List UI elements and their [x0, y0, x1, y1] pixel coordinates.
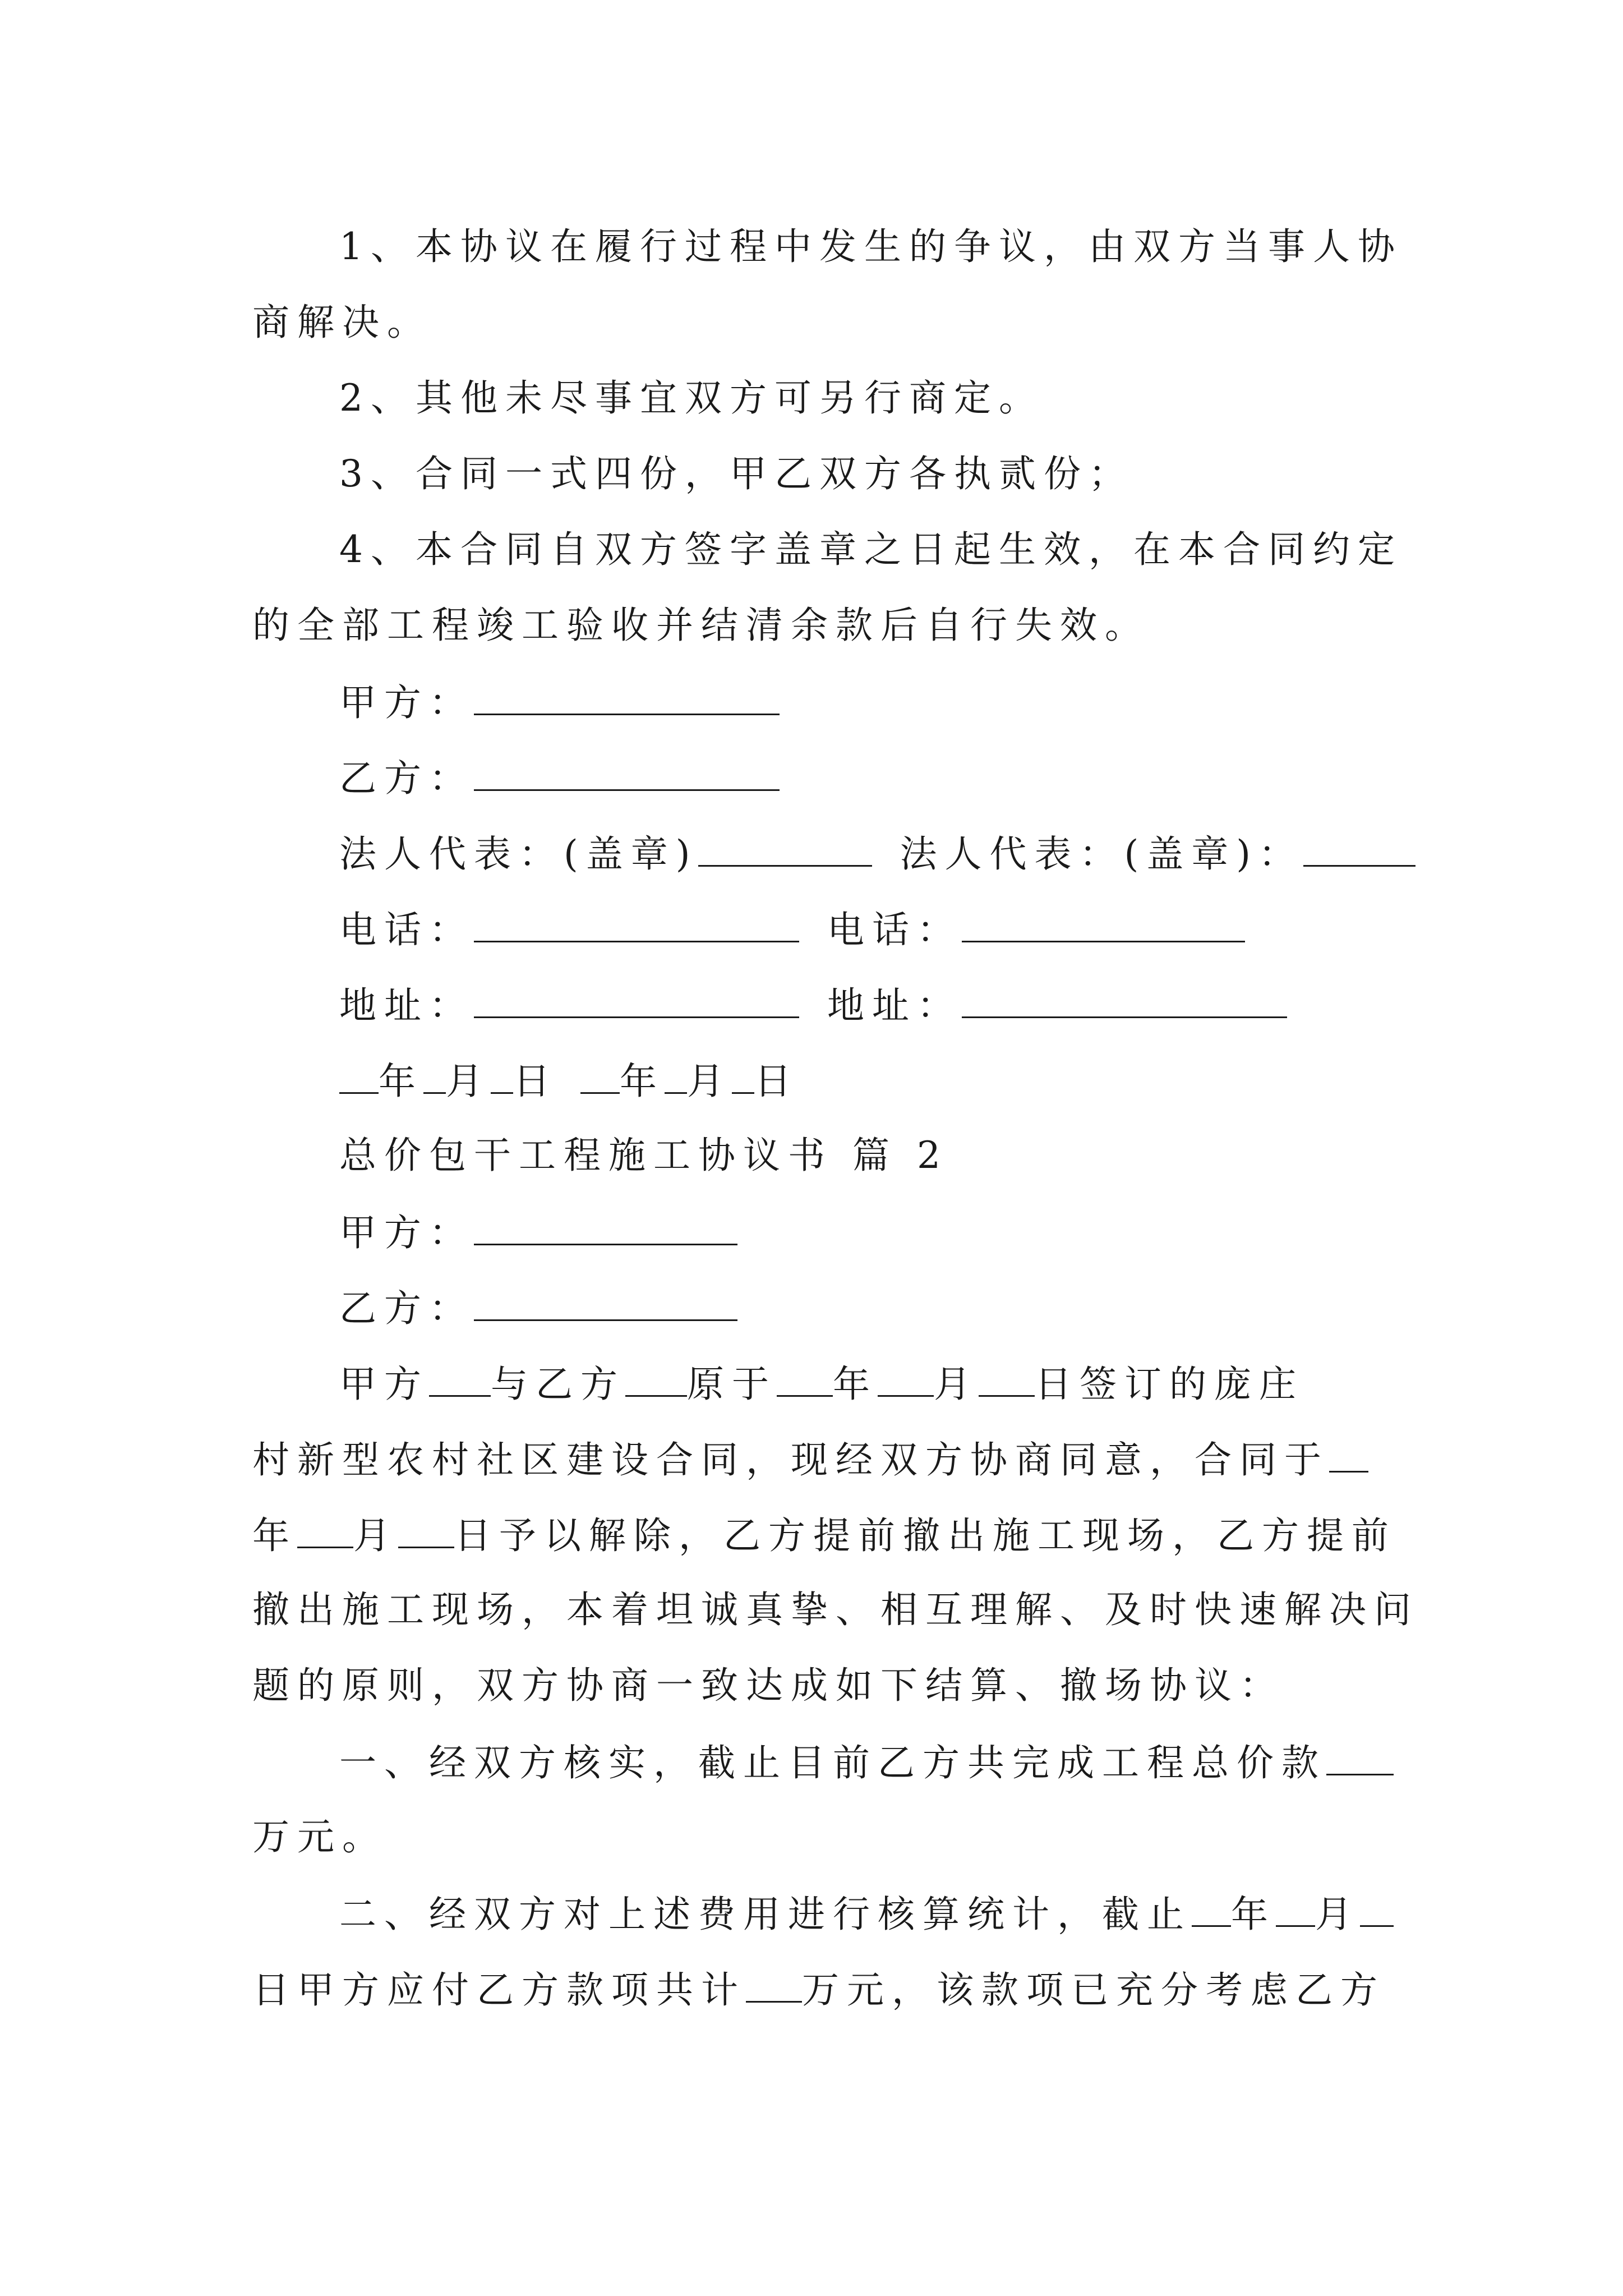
text: 4、本合同自双方签字盖章之日起生效，在本合同约定	[339, 528, 1403, 571]
legal-rep-b-label: 法人代表：(盖章)：	[900, 832, 1303, 876]
text: 月	[353, 1514, 398, 1557]
text: 年	[1231, 1893, 1276, 1936]
text: 2、其他未尽事宜双方可另行商定。	[339, 376, 1044, 420]
party-a-label: 甲方：	[339, 1211, 474, 1254]
text: 万元。	[252, 1815, 387, 1858]
text: 年	[379, 1060, 423, 1103]
address-b-label: 地址：	[827, 984, 962, 1027]
text: 与乙方	[491, 1363, 625, 1406]
clause-1-line-2	[252, 300, 1391, 345]
text: 月	[687, 1060, 732, 1103]
clause-3	[339, 452, 1478, 496]
text: 日签订的庞庄	[1035, 1363, 1304, 1406]
party-a-blank	[474, 1209, 737, 1245]
text: 撤出施工现场，本着坦诚真挚、相互理解、及时快速解决问	[252, 1588, 1419, 1631]
month-a-blank	[423, 1057, 446, 1094]
blank	[1326, 1739, 1394, 1775]
address-row	[339, 982, 1478, 1027]
text: 年	[833, 1363, 878, 1406]
text: 3、合同一式四份，甲乙双方各执贰份；	[339, 452, 1133, 495]
clause-1-line-1	[339, 224, 1478, 269]
blank	[1329, 1436, 1368, 1473]
blank	[398, 1512, 454, 1548]
clause-4-line-2	[252, 603, 1391, 648]
legal-rep-row	[339, 830, 1478, 875]
recital-line-5	[252, 1663, 1391, 1708]
section-title	[339, 1133, 1478, 1178]
text: 年	[620, 1060, 665, 1103]
article-2-line-1	[339, 1890, 1478, 1935]
party-a-label: 甲方：	[339, 681, 474, 724]
day-b-blank	[732, 1057, 754, 1094]
phone-row	[339, 906, 1478, 951]
month-b-blank	[665, 1057, 687, 1094]
party-a-signature	[339, 679, 1478, 724]
text: 总价包干工程施工协议书 篇 2	[339, 1134, 948, 1177]
address-b-blank	[962, 982, 1287, 1018]
text: 的全部工程竣工验收并结清余款后自行失效。	[252, 604, 1150, 647]
blank	[1192, 1890, 1231, 1927]
blank	[429, 1360, 491, 1397]
party-b-signature	[339, 754, 1478, 799]
text: 甲方	[339, 1363, 429, 1406]
party-b-blank	[474, 1285, 737, 1321]
phone-b-blank	[962, 906, 1245, 942]
address-a-blank	[474, 982, 799, 1018]
blank	[777, 1360, 833, 1397]
article-2-line-2	[252, 1966, 1391, 2011]
text: 月	[446, 1060, 491, 1103]
recital-line-3	[252, 1512, 1396, 1557]
text: 村新型农村社区建设合同，现经双方协商同意，合同于	[252, 1438, 1329, 1481]
date-row	[339, 1057, 1478, 1102]
day-a-blank	[491, 1057, 513, 1094]
legal-rep-a-label: 法人代表：(盖章)	[339, 832, 698, 876]
text: 商解决。	[252, 301, 432, 344]
blank	[625, 1360, 687, 1397]
phone-a-label: 电话：	[339, 908, 474, 951]
text: 日予以解除，乙方提前撤出施工现场，乙方提前	[454, 1514, 1396, 1557]
party-b-line-2	[339, 1285, 1478, 1329]
blank	[878, 1360, 934, 1397]
blank	[297, 1512, 353, 1548]
legal-rep-b-blank	[1303, 830, 1415, 867]
text: 原于	[687, 1363, 777, 1406]
text: 年	[252, 1514, 297, 1557]
blank	[746, 1966, 802, 2003]
clause-2	[339, 376, 1478, 421]
party-b-label: 乙方：	[339, 1287, 474, 1330]
party-a-line-2	[339, 1209, 1478, 1254]
legal-rep-a-blank	[698, 830, 872, 867]
blank	[1276, 1890, 1315, 1927]
text: 万元，该款项已充分考虑乙方	[802, 1968, 1385, 2012]
recital-line-4	[252, 1588, 1419, 1632]
party-a-blank	[474, 679, 780, 715]
clause-4-line-1	[339, 527, 1478, 572]
address-a-label: 地址：	[339, 984, 474, 1027]
text: 一、经双方核实，截止目前乙方共完成工程总价款	[339, 1741, 1326, 1784]
year-b-blank	[580, 1057, 620, 1094]
text: 二、经双方对上述费用进行核算统计，截止	[339, 1893, 1192, 1936]
party-b-label: 乙方：	[339, 757, 474, 800]
phone-a-blank	[474, 906, 799, 942]
blank	[979, 1360, 1035, 1397]
year-a-blank	[339, 1057, 379, 1094]
text: 1、本协议在履行过程中发生的争议，由双方当事人协	[339, 225, 1403, 268]
text: 日甲方应付乙方款项共计	[252, 1968, 746, 2012]
text: 日	[513, 1060, 558, 1103]
recital-line-2	[252, 1436, 1391, 1481]
party-b-blank	[474, 754, 780, 791]
text: 日	[754, 1060, 799, 1103]
text: 题的原则，双方协商一致达成如下结算、撤场协议：	[252, 1664, 1284, 1707]
text: 月	[1315, 1893, 1360, 1936]
recital-line-1	[339, 1360, 1478, 1405]
article-1-line-2	[252, 1815, 1391, 1860]
text: 月	[934, 1363, 979, 1406]
blank	[1360, 1890, 1394, 1927]
article-1-line-1	[339, 1739, 1478, 1784]
phone-b-label: 电话：	[827, 908, 962, 951]
